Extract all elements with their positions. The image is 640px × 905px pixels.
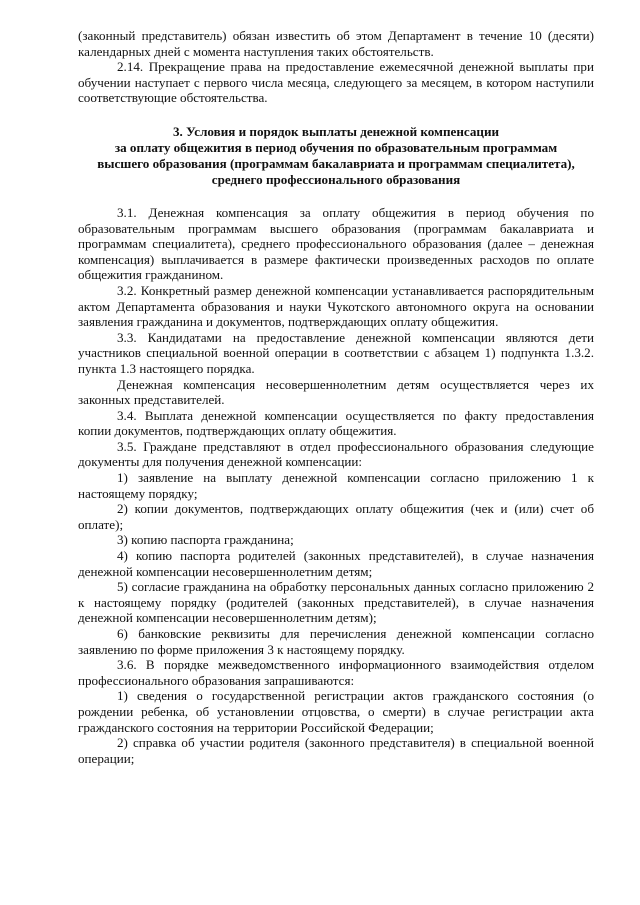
intro-paragraph: (законный представитель) обязан известить об этом Департамент в течение 10 (десяти) календарных дней с момента наступления таких обстоятельств. [78, 28, 594, 59]
clause-2-14: 2.14. Прекращение права на предоставление ежемесячной денежной выплаты при обучении наступает с первого числа месяца, следующего за месяцем, в котором наступили соответствующие обстоятельства. [78, 59, 594, 106]
clause-3-5: 3.5. Граждане представляют в отдел профессионального образования следующие документы для получения денежной компенсации: [78, 438, 594, 470]
list-item: 1) сведения о государственной регистрации актов гражданского состояния (о рождении ребенка, об установлении отцовства, о смерти) в случае регистрации акта гражданского состояния на территории Российской Федерации; [78, 688, 594, 735]
list-item: 2) справка об участии родителя (законного представителя) в специальной военной операции; [78, 735, 594, 766]
list-item: 5) согласие гражданина на обработку персональных данных согласно приложению 2 к настоящему порядку (родителей (законных представителей), в случае назначения денежной компенсации несовершеннолетним детям); [78, 579, 594, 626]
list-item: 3) копию паспорта гражданина; [117, 532, 294, 548]
heading-line: высшего образования (программам бакалавриата и программам специалитета), [97, 155, 575, 171]
list-item: 6) банковские реквизиты для перечисления денежной компенсации согласно заявлению по форме приложения 3 к настоящему порядку. [78, 626, 594, 657]
list-item: 2) копии документов, подтверждающих оплату общежития (чек и (или) счет об оплате); [78, 501, 594, 532]
heading-line: за оплату общежития в период обучения по образовательным программам [114, 139, 558, 155]
heading-line: 3. Условия и порядок выплаты денежной компенсации [172, 123, 500, 139]
clause-3-3: 3.3. Кандидатами на предоставление денежной компенсации являются дети участников специальной военной операции в соответствии с абзацем 1) подпункта 1.3.2. пункта 1.3 настоящего порядка. [78, 329, 594, 376]
heading-line: среднего профессионального образования [211, 171, 461, 187]
clause-3-1: 3.1. Денежная компенсация за оплату общежития в период обучения по образовательным программам высшего образования (программам бакалавриата и программам специалитета), среднего профессионального образования (далее – денежная компенсация) выплачивается в размере фактически произведенных расходов по оплате общежития гражданином. [78, 204, 594, 283]
clause-3-3-note: Денежная компенсация несовершеннолетним детям осуществляется через их законных представителей. [78, 376, 594, 408]
list-item: 4) копию паспорта родителей (законных представителей), в случае назначения денежной компенсации несовершеннолетним детям; [78, 548, 594, 579]
document-page [78, 28, 594, 766]
clause-3-4: 3.4. Выплата денежной компенсации осуществляется по факту предоставления копии документов, подтверждающих оплату общежития. [78, 407, 594, 439]
list-item: 1) заявление на выплату денежной компенсации согласно приложению 1 к настоящему порядку; [78, 470, 594, 501]
clause-3-6: 3.6. В порядке межведомственного информационного взаимодействия отделом профессионального образования запрашиваются: [78, 657, 594, 688]
section-3-heading [78, 124, 594, 188]
clause-3-2: 3.2. Конкретный размер денежной компенсации устанавливается распорядительным актом Департамента образования и науки Чукотского автономного округа на основании заявления гражданина и документов, подтверждающих оплату общежития. [78, 282, 594, 330]
